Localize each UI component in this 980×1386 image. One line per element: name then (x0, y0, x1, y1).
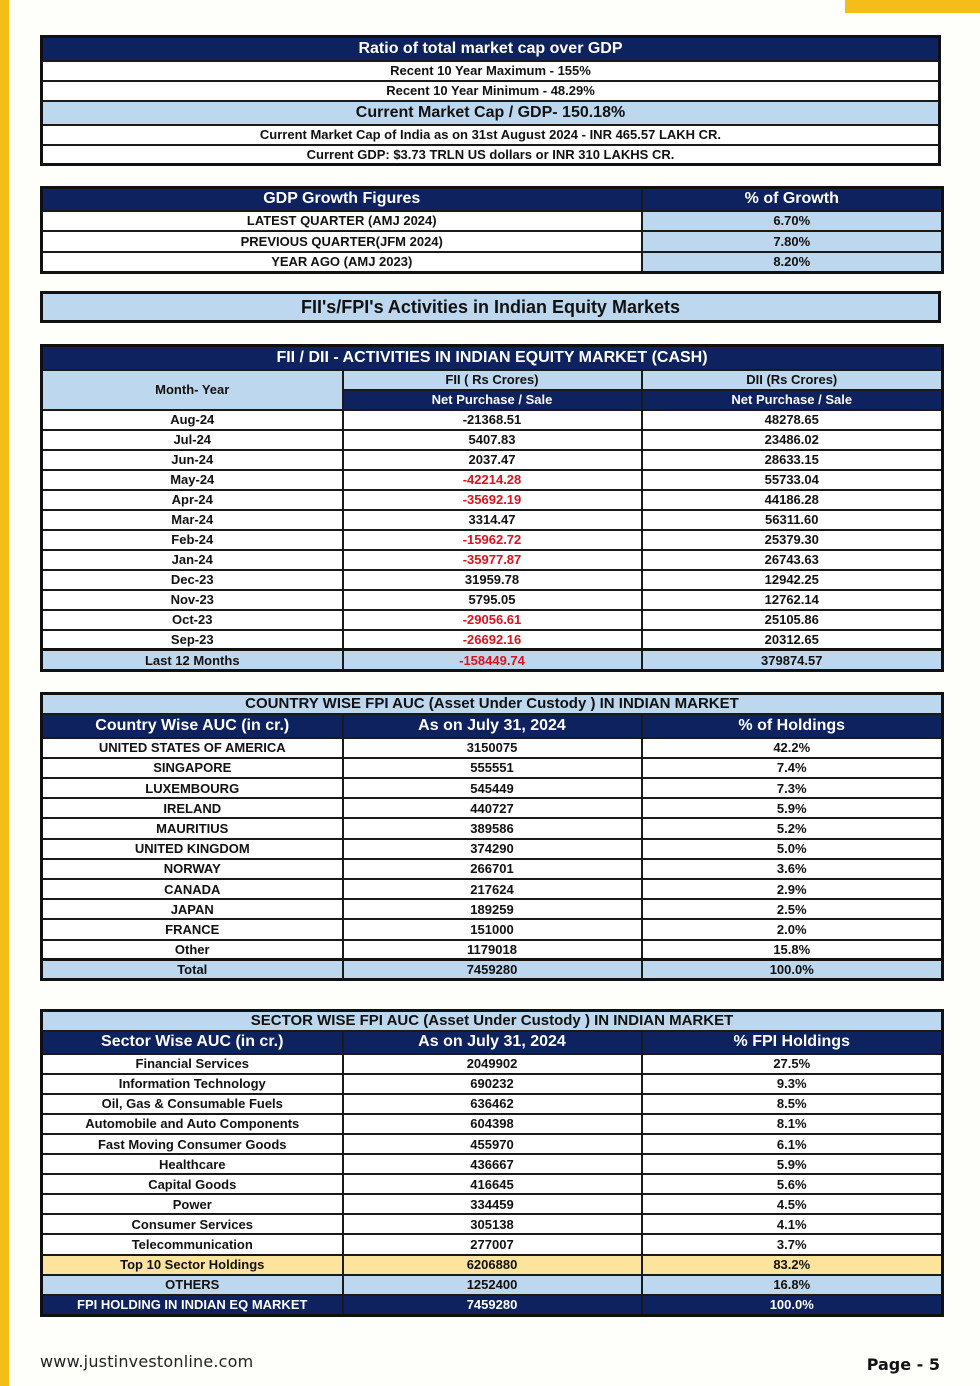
sector-others-pct: 16.8% (642, 1275, 943, 1295)
sector-total-name: FPI HOLDING IN INDIAN EQ MARKET (42, 1295, 343, 1316)
country-row-value: 189259 (343, 899, 642, 919)
sector-row-value: 2049902 (343, 1054, 642, 1074)
sector-row-name: Capital Goods (42, 1174, 343, 1194)
gdp-row-label: YEAR AGO (AMJ 2023) (42, 252, 642, 273)
fii-row-month: Jun-24 (42, 450, 343, 470)
sector-total-pct: 100.0% (642, 1295, 943, 1316)
country-total-name: Total (42, 960, 343, 980)
fii-title: FII / DII - ACTIVITIES IN INDIAN EQUITY MARKET (CASH) (42, 346, 943, 370)
sector-row-name: Automobile and Auto Components (42, 1114, 343, 1134)
fii-row-month: Oct-23 (42, 610, 343, 630)
fii-activities-banner (40, 291, 941, 323)
sector-row (42, 1194, 943, 1214)
sector-row-name: Healthcare (42, 1154, 343, 1174)
left-accent-bar (0, 0, 9, 1386)
country-row-pct: 5.2% (642, 818, 943, 838)
ratio-market-cap: Current Market Cap of India as on 31st August 2024 - INR 465.57 LAKH CR. (42, 125, 940, 145)
fii-row-fii-value: -15962.72 (343, 530, 642, 550)
country-row-name: CANADA (42, 879, 343, 899)
fii-row (42, 590, 943, 610)
gdp-row-label: LATEST QUARTER (AMJ 2024) (42, 211, 642, 232)
fii-row-fii-value: -35692.19 (343, 490, 642, 510)
sector-auc-table (40, 1009, 944, 1317)
country-row-name: SINGAPORE (42, 758, 343, 778)
fii-row-dii-value: 56311.60 (642, 510, 943, 530)
sector-top10-value: 6206880 (343, 1255, 642, 1275)
sector-row-value: 636462 (343, 1094, 642, 1114)
country-row (42, 778, 943, 798)
fii-row-month: Mar-24 (42, 510, 343, 530)
fii-row-month: May-24 (42, 470, 343, 490)
fii-sub-dii: Net Purchase / Sale (642, 390, 943, 410)
fii-row-month: Nov-23 (42, 590, 343, 610)
country-row-pct: 5.0% (642, 839, 943, 859)
country-row-value: 555551 (343, 758, 642, 778)
sector-row-pct: 6.1% (642, 1134, 943, 1154)
country-auc-table (40, 692, 944, 981)
fii-row-fii-value: 2037.47 (343, 450, 642, 470)
sector-row (42, 1074, 943, 1094)
fii-row-fii-value: -35977.87 (343, 550, 642, 570)
country-row (42, 818, 943, 838)
sector-row-value: 436667 (343, 1154, 642, 1174)
fii-row-dii-value: 25105.86 (642, 610, 943, 630)
gdp-header: GDP Growth Figures (42, 188, 642, 211)
fii-col-fii: FII ( Rs Crores) (343, 370, 642, 390)
fii-row (42, 570, 943, 590)
sector-row-name: Consumer Services (42, 1214, 343, 1234)
country-row-value: 374290 (343, 839, 642, 859)
sector-col-value: As on July 31, 2024 (343, 1031, 642, 1054)
fii-row-fii-value: -42214.28 (343, 470, 642, 490)
fii-row-fii-value: 3314.47 (343, 510, 642, 530)
sector-row (42, 1054, 943, 1074)
fii-row-dii-value: 26743.63 (642, 550, 943, 570)
country-row (42, 919, 943, 939)
ratio-max: Recent 10 Year Maximum - 155% (42, 61, 940, 81)
sector-row-pct: 27.5% (642, 1054, 943, 1074)
fii-row-fii-value: 31959.78 (343, 570, 642, 590)
gdp-row-value: 6.70% (642, 211, 943, 232)
country-row-name: JAPAN (42, 899, 343, 919)
country-row-value: 1179018 (343, 940, 642, 960)
ratio-title: Ratio of total market cap over GDP (42, 37, 940, 61)
sector-row-name: Financial Services (42, 1054, 343, 1074)
fii-row (42, 630, 943, 650)
sector-row-pct: 5.9% (642, 1154, 943, 1174)
fii-row-dii-value: 20312.65 (642, 630, 943, 650)
sector-row-value: 334459 (343, 1194, 642, 1214)
fii-row-dii-value: 23486.02 (642, 430, 943, 450)
sector-row (42, 1214, 943, 1234)
footer-website-link[interactable]: www.justinvestonline.com (40, 1352, 254, 1371)
sector-row-name: Fast Moving Consumer Goods (42, 1134, 343, 1154)
gdp-row-label: PREVIOUS QUARTER(JFM 2024) (42, 231, 642, 252)
country-row-pct: 3.6% (642, 859, 943, 879)
country-row (42, 859, 943, 879)
gdp-row-value: 7.80% (642, 231, 943, 252)
fii-row (42, 510, 943, 530)
ratio-min: Recent 10 Year Minimum - 48.29% (42, 81, 940, 101)
fii-row-month: Jul-24 (42, 430, 343, 450)
fii-row-dii-value: 12762.14 (642, 590, 943, 610)
country-total-pct: 100.0% (642, 960, 943, 980)
fii-sub-fii: Net Purchase / Sale (343, 390, 642, 410)
sector-row-value: 690232 (343, 1074, 642, 1094)
market-cap-gdp-table (40, 35, 941, 166)
fii-row-fii-value: -21368.51 (343, 410, 642, 430)
gdp-growth-table (40, 186, 944, 274)
sector-others-name: OTHERS (42, 1275, 343, 1295)
sector-row-name: Telecommunication (42, 1234, 343, 1254)
country-title: COUNTRY WISE FPI AUC (Asset Under Custody ) IN INDIAN MARKET (42, 694, 943, 714)
sector-row-pct: 9.3% (642, 1074, 943, 1094)
country-row-pct: 2.0% (642, 919, 943, 939)
sector-row-pct: 8.1% (642, 1114, 943, 1134)
gdp-row (42, 211, 943, 232)
country-row-value: 440727 (343, 798, 642, 818)
country-row (42, 940, 943, 960)
country-row (42, 798, 943, 818)
fii-col-month: Month- Year (42, 370, 343, 410)
country-row-name: Other (42, 940, 343, 960)
fii-total-fii: -158449.74 (343, 650, 642, 671)
fii-row-fii-value: 5407.83 (343, 430, 642, 450)
sector-row (42, 1134, 943, 1154)
country-col-pct: % of Holdings (642, 714, 943, 738)
country-row-name: MAURITIUS (42, 818, 343, 838)
fii-row (42, 430, 943, 450)
country-row-name: IRELAND (42, 798, 343, 818)
fii-row (42, 490, 943, 510)
country-row (42, 738, 943, 758)
fii-row (42, 550, 943, 570)
fii-row (42, 470, 943, 490)
page-number: Page - 5 (866, 1355, 940, 1374)
country-row (42, 839, 943, 859)
fii-row-month: Feb-24 (42, 530, 343, 550)
sector-row-pct: 5.6% (642, 1174, 943, 1194)
country-row-pct: 15.8% (642, 940, 943, 960)
fii-row (42, 610, 943, 630)
fii-total-label: Last 12 Months (42, 650, 343, 671)
sector-top10-pct: 83.2% (642, 1255, 943, 1275)
fii-col-dii: DII (Rs Crores) (642, 370, 943, 390)
country-row (42, 899, 943, 919)
sector-row-value: 277007 (343, 1234, 642, 1254)
gdp-row (42, 252, 943, 273)
fii-total-dii: 379874.57 (642, 650, 943, 671)
sector-row-name: Information Technology (42, 1074, 343, 1094)
country-row-value: 545449 (343, 778, 642, 798)
sector-row-value: 305138 (343, 1214, 642, 1234)
fii-row-fii-value: -26692.16 (343, 630, 642, 650)
gdp-header-value: % of Growth (642, 188, 943, 211)
country-row-name: NORWAY (42, 859, 343, 879)
sector-others-value: 1252400 (343, 1275, 642, 1295)
sector-row (42, 1154, 943, 1174)
country-row-pct: 2.5% (642, 899, 943, 919)
sector-row-value: 416645 (343, 1174, 642, 1194)
country-row-pct: 5.9% (642, 798, 943, 818)
ratio-gdp: Current GDP: $3.73 TRLN US dollars or INR 310 LAKHS CR. (42, 145, 940, 165)
country-row-name: UNITED STATES OF AMERICA (42, 738, 343, 758)
country-row (42, 758, 943, 778)
fii-row (42, 410, 943, 430)
country-row-pct: 2.9% (642, 879, 943, 899)
country-row-value: 217624 (343, 879, 642, 899)
sector-row (42, 1114, 943, 1134)
country-row-value: 151000 (343, 919, 642, 939)
fii-row-dii-value: 44186.28 (642, 490, 943, 510)
top-accent-tab (845, 0, 980, 13)
fii-row-month: Aug-24 (42, 410, 343, 430)
fii-row-dii-value: 25379.30 (642, 530, 943, 550)
country-row (42, 879, 943, 899)
fii-row-dii-value: 48278.65 (642, 410, 943, 430)
gdp-row (42, 231, 943, 252)
fii-row-month: Jan-24 (42, 550, 343, 570)
fii-dii-table (40, 344, 944, 672)
fii-row-fii-value: 5795.05 (343, 590, 642, 610)
fii-row-dii-value: 12942.25 (642, 570, 943, 590)
country-total-value: 7459280 (343, 960, 642, 980)
fii-row-month: Apr-24 (42, 490, 343, 510)
banner-title: FII's/FPI's Activities in Indian Equity Markets (42, 293, 940, 322)
country-row-value: 266701 (343, 859, 642, 879)
gdp-row-value: 8.20% (642, 252, 943, 273)
sector-row-pct: 4.5% (642, 1194, 943, 1214)
fii-row-month: Dec-23 (42, 570, 343, 590)
fii-row-month: Sep-23 (42, 630, 343, 650)
sector-col-name: Sector Wise AUC (in cr.) (42, 1031, 343, 1054)
sector-row-pct: 3.7% (642, 1234, 943, 1254)
sector-row (42, 1234, 943, 1254)
country-row-pct: 7.3% (642, 778, 943, 798)
sector-row-name: Power (42, 1194, 343, 1214)
sector-col-pct: % FPI Holdings (642, 1031, 943, 1054)
sector-row (42, 1174, 943, 1194)
country-row-name: FRANCE (42, 919, 343, 939)
sector-row-value: 455970 (343, 1134, 642, 1154)
country-row-name: LUXEMBOURG (42, 778, 343, 798)
fii-row-fii-value: -29056.61 (343, 610, 642, 630)
country-row-pct: 7.4% (642, 758, 943, 778)
sector-row (42, 1094, 943, 1114)
country-col-name: Country Wise AUC (in cr.) (42, 714, 343, 738)
country-row-name: UNITED KINGDOM (42, 839, 343, 859)
sector-row-value: 604398 (343, 1114, 642, 1134)
fii-row-dii-value: 28633.15 (642, 450, 943, 470)
country-row-pct: 42.2% (642, 738, 943, 758)
country-row-value: 389586 (343, 818, 642, 838)
sector-row-pct: 4.1% (642, 1214, 943, 1234)
country-col-value: As on July 31, 2024 (343, 714, 642, 738)
fii-row (42, 530, 943, 550)
sector-total-value: 7459280 (343, 1295, 642, 1316)
ratio-current: Current Market Cap / GDP- 150.18% (42, 101, 940, 125)
fii-row-dii-value: 55733.04 (642, 470, 943, 490)
sector-top10-name: Top 10 Sector Holdings (42, 1255, 343, 1275)
country-row-value: 3150075 (343, 738, 642, 758)
sector-title: SECTOR WISE FPI AUC (Asset Under Custody ) IN INDIAN MARKET (42, 1011, 943, 1031)
fii-row (42, 450, 943, 470)
sector-row-name: Oil, Gas & Consumable Fuels (42, 1094, 343, 1114)
sector-row-pct: 8.5% (642, 1094, 943, 1114)
